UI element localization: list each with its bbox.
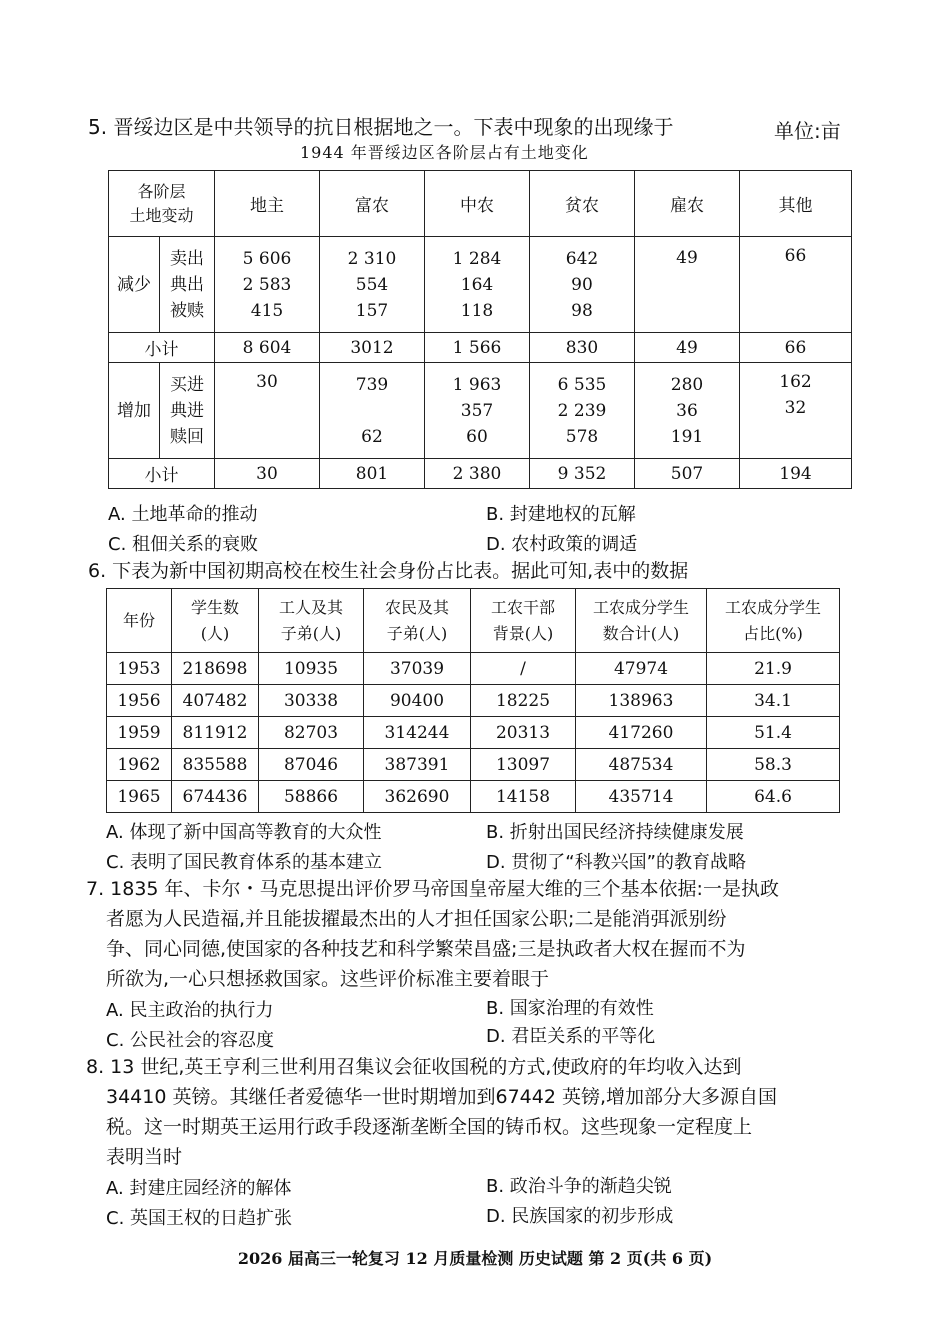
- q6-cell: 417260: [576, 717, 707, 749]
- q6-cell: 387391: [364, 749, 471, 781]
- q7-option-b[interactable]: B. 国家治理的有效性: [486, 998, 654, 1019]
- q6-cell: 487534: [576, 749, 707, 781]
- q5-option-a[interactable]: A. 土地革命的推动: [108, 504, 258, 525]
- q5-subtotal-label: 小计: [109, 333, 215, 363]
- q6-cell: 21.9: [707, 653, 840, 685]
- q5-cell: 9 352: [530, 459, 635, 489]
- table-row: [107, 749, 840, 781]
- q5-cell: 1 566: [425, 333, 530, 363]
- q7-option-a[interactable]: A. 民主政治的执行力: [106, 1000, 274, 1021]
- q5-col-header: 地主: [215, 171, 320, 237]
- q5-cell: 66: [740, 237, 852, 333]
- q5-cell: 1 963 357 60: [425, 363, 530, 459]
- q5-cell: 642 90 98: [530, 237, 635, 333]
- q5-decrease-items: [160, 237, 215, 333]
- q5-cell: 3012: [320, 333, 425, 363]
- q6-cell: 37039: [364, 653, 471, 685]
- table-row: [107, 685, 840, 717]
- q6-cell: 58866: [259, 781, 364, 813]
- q6-cell: 18225: [471, 685, 576, 717]
- q5-cell: 6 535 2 239 578: [530, 363, 635, 459]
- q6-cell: 1956: [107, 685, 172, 717]
- q5-cell: 30: [215, 363, 320, 459]
- q8-option-b[interactable]: B. 政治斗争的渐趋尖锐: [486, 1176, 672, 1197]
- q6-cell: 58.3: [707, 749, 840, 781]
- q6-stem: 6. 下表为新中国初期高校在校生社会身份占比表。据此可知,表中的数据: [88, 560, 689, 582]
- q6-col-header: 学生数 (人): [172, 589, 259, 653]
- q5-col-header: 其他: [740, 171, 852, 237]
- table-row: [107, 781, 840, 813]
- q8-option-c[interactable]: C. 英国王权的日趋扩张: [106, 1208, 293, 1229]
- q5-item: 被赎: [170, 300, 204, 321]
- q6-cell: 674436: [172, 781, 259, 813]
- q5-table-title: 1944 年晋绥边区各阶层占有土地变化: [300, 143, 589, 162]
- q5-corner-bottom: 土地变动: [129, 205, 194, 225]
- q6-cell: 90400: [364, 685, 471, 717]
- table-row: [107, 653, 840, 685]
- q6-col-header: 工农成分学生 数合计(人): [576, 589, 707, 653]
- q6-cell: 1953: [107, 653, 172, 685]
- q6-cell: 138963: [576, 685, 707, 717]
- q6-cell: 1962: [107, 749, 172, 781]
- q6-col-header: 工农成分学生 占比(%): [707, 589, 840, 653]
- q6-cell: 407482: [172, 685, 259, 717]
- q7-line: 争、同心同德,使国家的各种技艺和科学繁荣昌盛;三是执政者大权在握而不为: [106, 938, 746, 960]
- q6-cell: 47974: [576, 653, 707, 685]
- q5-cell: 49: [635, 237, 740, 333]
- q5-col-header: 富农: [320, 171, 425, 237]
- q7-line: 7. 1835 年、卡尔・马克思提出评价罗马帝国皇帝屋大维的三个基本依据:一是执政: [86, 878, 779, 900]
- q6-cell: 20313: [471, 717, 576, 749]
- q6-cell: 34.1: [707, 685, 840, 717]
- q5-col-header: 雇农: [635, 171, 740, 237]
- q5-option-d[interactable]: D. 农村政策的调适: [486, 534, 638, 555]
- q5-cell: 830: [530, 333, 635, 363]
- q6-cell: 51.4: [707, 717, 840, 749]
- q6-cell: 1965: [107, 781, 172, 813]
- q6-cell: 30338: [259, 685, 364, 717]
- q5-group-decrease: 减少: [109, 237, 160, 333]
- q5-cell: 280 36 191: [635, 363, 740, 459]
- table-row: [107, 717, 840, 749]
- q6-option-d[interactable]: D. 贯彻了“科教兴国”的教育战略: [486, 852, 746, 873]
- q5-cell: 5 606 2 583 415: [215, 237, 320, 333]
- q8-line: 8. 13 世纪,英王亨利三世利用召集议会征收国税的方式,使政府的年均收入达到: [86, 1056, 742, 1078]
- q5-cell: 1 284 164 118: [425, 237, 530, 333]
- q5-cell: 194: [740, 459, 852, 489]
- q6-cell: 13097: [471, 749, 576, 781]
- q5-land-table: [108, 170, 852, 489]
- q5-corner-top: 各阶层: [137, 181, 186, 201]
- q6-cell: 362690: [364, 781, 471, 813]
- q5-option-b[interactable]: B. 封建地权的瓦解: [486, 504, 636, 525]
- q6-col-header: 工人及其 子弟(人): [259, 589, 364, 653]
- q5-col-header: 贫农: [530, 171, 635, 237]
- q5-increase-items: [160, 363, 215, 459]
- q5-cell: 801: [320, 459, 425, 489]
- q5-group-increase: 增加: [109, 363, 160, 459]
- q5-item: 卖出: [170, 248, 204, 269]
- q5-cell: 162 32: [740, 363, 852, 459]
- q6-option-c[interactable]: C. 表明了国民教育体系的基本建立: [106, 852, 383, 873]
- q6-cell: 14158: [471, 781, 576, 813]
- q6-cell: 435714: [576, 781, 707, 813]
- q5-item: 赎回: [170, 426, 204, 447]
- q5-cell: 66: [740, 333, 852, 363]
- q5-col-header: 中农: [425, 171, 530, 237]
- q5-cell: 30: [215, 459, 320, 489]
- q5-unit: 单位:亩: [774, 119, 841, 143]
- q5-cell: 507: [635, 459, 740, 489]
- q5-cell: 49: [635, 333, 740, 363]
- q6-col-header: 农民及其 子弟(人): [364, 589, 471, 653]
- q6-cell: 218698: [172, 653, 259, 685]
- q5-cell: 2 310 554 157: [320, 237, 425, 333]
- q5-item: 典出: [170, 274, 204, 295]
- q7-line: 所欲为,一心只想拯救国家。这些评价标准主要着眼于: [106, 968, 550, 990]
- q6-cell: /: [471, 653, 576, 685]
- q6-cell: 87046: [259, 749, 364, 781]
- q8-line: 34410 英镑。其继任者爱德华一世时期增加到67442 英镑,增加部分大多源自国: [106, 1086, 778, 1108]
- q6-cell: 835588: [172, 749, 259, 781]
- q5-cell: 739 62: [320, 363, 425, 459]
- q5-item: 买进: [170, 374, 204, 395]
- q5-option-c[interactable]: C. 租佃关系的衰败: [108, 534, 259, 555]
- q6-cell: 10935: [259, 653, 364, 685]
- q5-item: 典进: [170, 400, 204, 421]
- q8-option-a[interactable]: A. 封建庄园经济的解体: [106, 1178, 292, 1199]
- q6-option-b[interactable]: B. 折射出国民经济持续健康发展: [486, 822, 744, 843]
- q7-line: 者愿为人民造福,并且能拔擢最杰出的人才担任国家公职;二是能消弭派别纷: [106, 908, 727, 930]
- q6-student-table: [106, 588, 840, 813]
- q8-line: 表明当时: [106, 1146, 183, 1168]
- q8-line: 税。这一时期英王运用行政手段逐渐垄断全国的铸币权。这些现象一定程度上: [106, 1116, 753, 1138]
- page-footer: 2026 届高三一轮复习 12 月质量检测 历史试题 第 2 页(共 6 页): [237, 1249, 713, 1268]
- q5-corner-cell: [109, 171, 215, 237]
- q7-option-c[interactable]: C. 公民社会的容忍度: [106, 1030, 275, 1051]
- q6-cell: 64.6: [707, 781, 840, 813]
- q5-cell: 8 604: [215, 333, 320, 363]
- q6-col-header: 年份: [107, 589, 172, 653]
- q7-option-d[interactable]: D. 君臣关系的平等化: [486, 1026, 656, 1047]
- q5-subtotal-label: 小计: [109, 459, 215, 489]
- q6-cell: 811912: [172, 717, 259, 749]
- q6-col-header: 工农干部 背景(人): [471, 589, 576, 653]
- q8-option-d[interactable]: D. 民族国家的初步形成: [486, 1206, 674, 1227]
- q6-cell: 82703: [259, 717, 364, 749]
- q6-cell: 1959: [107, 717, 172, 749]
- q6-cell: 314244: [364, 717, 471, 749]
- q5-stem: 5. 晋绥边区是中共领导的抗日根据地之一。下表中现象的出现缘于: [88, 115, 674, 139]
- q5-cell: 2 380: [425, 459, 530, 489]
- q6-option-a[interactable]: A. 体现了新中国高等教育的大众性: [106, 822, 382, 843]
